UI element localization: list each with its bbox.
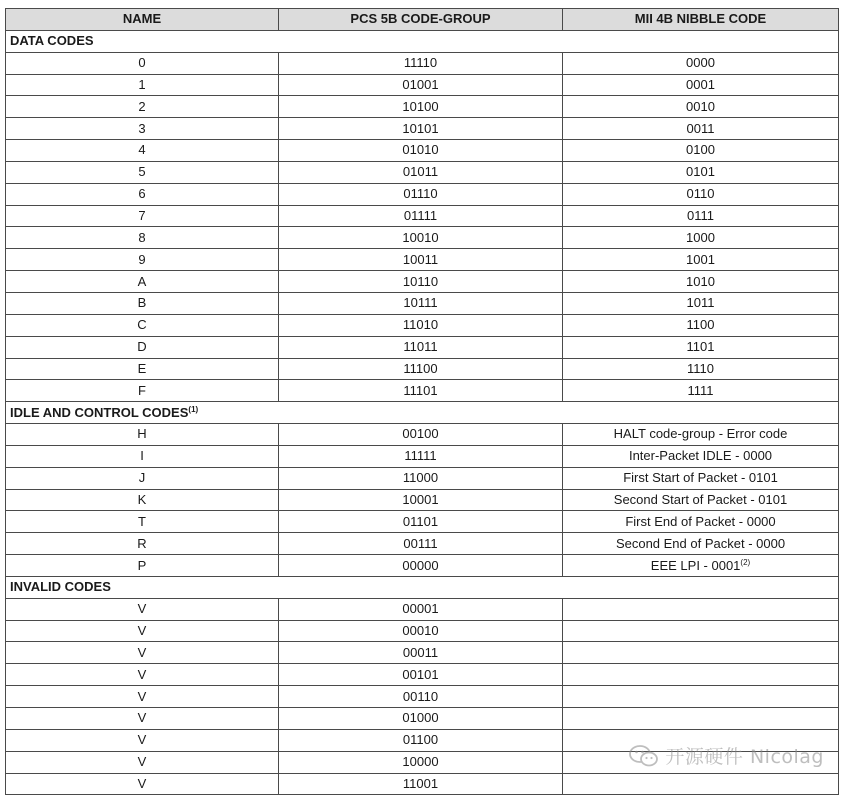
cell-name-text: P xyxy=(137,557,147,573)
cell-name-text: K xyxy=(137,491,147,507)
cell-mii-text: 1110 xyxy=(687,360,714,376)
cell-name-text: A xyxy=(137,273,147,289)
cell-mii xyxy=(563,52,839,74)
cell-pcs xyxy=(279,380,563,402)
cell-mii xyxy=(563,533,839,555)
cell-pcs xyxy=(279,773,563,795)
table-row xyxy=(6,555,839,577)
cell-name xyxy=(6,271,279,293)
code-group-table xyxy=(5,8,839,795)
cell-pcs-text: 10001 xyxy=(402,491,439,507)
cell-name-text: 9 xyxy=(138,251,146,267)
cell-name-text: V xyxy=(137,688,147,704)
cell-mii xyxy=(563,74,839,96)
table-row xyxy=(6,620,839,642)
cell-name xyxy=(6,183,279,205)
table-row xyxy=(6,161,839,183)
cell-name xyxy=(6,620,279,642)
cell-pcs-text: 11000 xyxy=(402,470,439,486)
cell-pcs xyxy=(279,642,563,664)
cell-name xyxy=(6,445,279,467)
table-row xyxy=(6,118,839,140)
cell-name-text: B xyxy=(137,295,147,311)
cell-mii-text: 0011 xyxy=(686,120,715,136)
cell-mii xyxy=(563,140,839,162)
cell-name-text: V xyxy=(137,644,147,660)
table-header-row xyxy=(6,9,839,31)
cell-pcs-text: 10111 xyxy=(403,295,438,311)
cell-pcs xyxy=(279,729,563,751)
cell-name xyxy=(6,314,279,336)
cell-pcs-text: 11010 xyxy=(402,317,439,333)
cell-pcs xyxy=(279,489,563,511)
cell-name-text: H xyxy=(137,426,147,442)
table-row xyxy=(6,445,839,467)
cell-mii-text: 0110 xyxy=(686,186,715,202)
cell-name-text: J xyxy=(138,470,146,486)
cell-pcs-text: 00101 xyxy=(402,666,439,682)
cell-name-text: V xyxy=(137,666,147,682)
cell-name xyxy=(6,74,279,96)
cell-name-text: 3 xyxy=(138,120,146,136)
table-row xyxy=(6,96,839,118)
cell-name xyxy=(6,292,279,314)
section-row xyxy=(6,30,839,52)
cell-name-text: T xyxy=(138,513,146,529)
cell-name xyxy=(6,533,279,555)
table-row xyxy=(6,511,839,533)
header-name: NAME xyxy=(6,9,279,31)
cell-pcs-text: 00001 xyxy=(402,601,439,617)
watermark-text: 开源硬件 Nicolag xyxy=(665,746,824,768)
table-row xyxy=(6,642,839,664)
cell-pcs-text: 10010 xyxy=(402,229,439,245)
cell-name xyxy=(6,249,279,271)
cell-mii xyxy=(563,96,839,118)
cell-pcs-text: 11101 xyxy=(403,382,438,398)
cell-name xyxy=(6,598,279,620)
cell-pcs-text: 00111 xyxy=(403,535,438,551)
table-row xyxy=(6,424,839,446)
cell-name-text: D xyxy=(137,339,147,355)
section-title xyxy=(6,402,839,424)
cell-pcs xyxy=(279,74,563,96)
cell-mii-text: First End of Packet - 0000 xyxy=(625,513,776,529)
cell-mii-text: 1101 xyxy=(686,339,715,355)
cell-mii xyxy=(563,708,839,730)
cell-name-text: E xyxy=(137,360,147,376)
cell-mii-text: 0000 xyxy=(686,55,715,71)
cell-pcs-text: 00000 xyxy=(402,557,439,573)
cell-name xyxy=(6,52,279,74)
header-mii-4b: MII 4B NIBBLE CODE xyxy=(563,9,839,31)
cell-pcs-text: 01111 xyxy=(403,208,438,224)
cell-pcs-text: 10000 xyxy=(402,754,439,770)
cell-mii-text: 1100 xyxy=(686,317,715,333)
cell-pcs-text: 11001 xyxy=(402,775,439,791)
cell-mii-text: Inter-Packet IDLE - 0000 xyxy=(628,448,773,464)
cell-name xyxy=(6,118,279,140)
cell-mii-text: EEE LPI - 0001 xyxy=(650,557,741,573)
section-row xyxy=(6,576,839,598)
table-row xyxy=(6,314,839,336)
cell-name-text: 5 xyxy=(138,164,146,180)
cell-mii-text: Second End of Packet - 0000 xyxy=(615,535,786,551)
cell-mii-text: 0111 xyxy=(687,208,714,224)
cell-mii xyxy=(563,642,839,664)
cell-mii xyxy=(563,183,839,205)
cell-mii xyxy=(563,467,839,489)
cell-pcs xyxy=(279,249,563,271)
cell-pcs xyxy=(279,52,563,74)
cell-mii xyxy=(563,292,839,314)
cell-name-text: 7 xyxy=(138,208,146,224)
cell-pcs-text: 01100 xyxy=(402,732,439,748)
cell-name-text: 8 xyxy=(138,229,146,245)
wechat-icon xyxy=(629,744,659,768)
cell-mii-text: First Start of Packet - 0101 xyxy=(623,470,778,486)
cell-name xyxy=(6,358,279,380)
cell-name-text: 0 xyxy=(138,55,146,71)
cell-pcs xyxy=(279,205,563,227)
cell-mii-text: 1111 xyxy=(687,382,714,398)
cell-pcs-text: 10110 xyxy=(402,273,439,289)
cell-mii xyxy=(563,511,839,533)
table-row xyxy=(6,358,839,380)
cell-pcs xyxy=(279,118,563,140)
cell-mii-text: 0100 xyxy=(686,142,715,158)
table-row xyxy=(6,183,839,205)
cell-name xyxy=(6,489,279,511)
cell-name-text: V xyxy=(137,754,147,770)
cell-name xyxy=(6,555,279,577)
cell-name xyxy=(6,773,279,795)
cell-pcs-text: 10101 xyxy=(402,120,439,136)
watermark xyxy=(629,742,824,769)
cell-name xyxy=(6,686,279,708)
section-title-text: INVALID CODES xyxy=(10,579,111,595)
table-row xyxy=(6,664,839,686)
cell-pcs xyxy=(279,183,563,205)
cell-pcs-text: 10011 xyxy=(402,251,439,267)
cell-mii-text: HALT code-group - Error code xyxy=(613,426,788,442)
cell-name xyxy=(6,729,279,751)
cell-mii xyxy=(563,161,839,183)
cell-pcs xyxy=(279,555,563,577)
table-row xyxy=(6,686,839,708)
cell-name-text: 2 xyxy=(138,98,146,114)
cell-mii xyxy=(563,620,839,642)
cell-pcs xyxy=(279,292,563,314)
cell-pcs xyxy=(279,445,563,467)
cell-pcs-text: 00110 xyxy=(402,688,439,704)
cell-pcs xyxy=(279,424,563,446)
cell-mii xyxy=(563,445,839,467)
cell-mii xyxy=(563,314,839,336)
cell-mii xyxy=(563,227,839,249)
cell-mii-text: 0010 xyxy=(686,98,715,114)
cell-mii xyxy=(563,205,839,227)
cell-pcs-text: 01010 xyxy=(402,142,439,158)
cell-mii-text: 1000 xyxy=(686,229,715,245)
cell-pcs-text: 11100 xyxy=(403,360,438,376)
cell-name-text: 1 xyxy=(138,76,146,92)
cell-mii xyxy=(563,424,839,446)
cell-pcs xyxy=(279,314,563,336)
cell-mii xyxy=(563,336,839,358)
cell-name xyxy=(6,424,279,446)
cell-name-text: R xyxy=(137,535,147,551)
cell-pcs-text: 11011 xyxy=(403,339,438,355)
cell-name xyxy=(6,227,279,249)
section-title-text: IDLE AND CONTROL CODES xyxy=(10,404,189,420)
cell-pcs-text: 00011 xyxy=(402,644,439,660)
cell-pcs-text: 01001 xyxy=(402,76,439,92)
section-footnote-ref: (1) xyxy=(188,404,199,414)
cell-name-text: V xyxy=(137,601,147,617)
cell-mii xyxy=(563,380,839,402)
cell-pcs-text: 11110 xyxy=(403,55,438,71)
cell-mii xyxy=(563,598,839,620)
cell-name-text: F xyxy=(138,382,146,398)
table-row xyxy=(6,52,839,74)
cell-mii-text: 0001 xyxy=(686,76,715,92)
table-row xyxy=(6,271,839,293)
cell-name xyxy=(6,511,279,533)
cell-pcs xyxy=(279,96,563,118)
cell-pcs xyxy=(279,533,563,555)
cell-pcs-text: 11111 xyxy=(404,448,437,464)
cell-footnote-ref: (2) xyxy=(740,557,751,567)
cell-name-text: I xyxy=(140,448,144,464)
table-row xyxy=(6,598,839,620)
cell-pcs xyxy=(279,140,563,162)
cell-name-text: V xyxy=(137,623,147,639)
cell-pcs xyxy=(279,271,563,293)
cell-name xyxy=(6,708,279,730)
header-pcs-5b: PCS 5B CODE-GROUP xyxy=(279,9,563,31)
cell-name-text: 4 xyxy=(138,142,146,158)
table-row xyxy=(6,773,839,795)
cell-name xyxy=(6,664,279,686)
cell-pcs xyxy=(279,708,563,730)
cell-mii xyxy=(563,271,839,293)
cell-mii xyxy=(563,773,839,795)
table-row xyxy=(6,74,839,96)
table-row xyxy=(6,336,839,358)
cell-pcs-text: 01110 xyxy=(403,186,438,202)
cell-pcs xyxy=(279,227,563,249)
table-row xyxy=(6,140,839,162)
section-row xyxy=(6,402,839,424)
cell-pcs xyxy=(279,664,563,686)
cell-pcs-text: 00100 xyxy=(402,426,439,442)
cell-name xyxy=(6,96,279,118)
cell-mii xyxy=(563,664,839,686)
cell-name xyxy=(6,205,279,227)
cell-name xyxy=(6,642,279,664)
table-row xyxy=(6,489,839,511)
cell-mii xyxy=(563,555,839,577)
table-row xyxy=(6,533,839,555)
section-title-text: DATA CODES xyxy=(10,33,94,49)
table-row xyxy=(6,380,839,402)
cell-mii xyxy=(563,489,839,511)
cell-pcs xyxy=(279,358,563,380)
cell-name xyxy=(6,161,279,183)
cell-name xyxy=(6,751,279,773)
cell-pcs-text: 01101 xyxy=(402,513,439,529)
cell-name-text: 6 xyxy=(138,186,146,202)
table-row xyxy=(6,292,839,314)
cell-name-text: V xyxy=(137,710,147,726)
cell-mii-text: 1011 xyxy=(686,295,715,311)
table-row xyxy=(6,708,839,730)
cell-name-text: V xyxy=(137,732,147,748)
cell-pcs-text: 10100 xyxy=(402,98,439,114)
cell-mii xyxy=(563,686,839,708)
section-title xyxy=(6,30,839,52)
cell-pcs xyxy=(279,467,563,489)
cell-pcs xyxy=(279,686,563,708)
cell-pcs-text: 00010 xyxy=(402,623,439,639)
cell-name-text: C xyxy=(137,317,147,333)
cell-pcs xyxy=(279,598,563,620)
cell-mii-text: 0101 xyxy=(686,164,715,180)
table-row xyxy=(6,467,839,489)
table-row xyxy=(6,249,839,271)
section-title xyxy=(6,576,839,598)
cell-mii-text: Second Start of Packet - 0101 xyxy=(613,491,788,507)
cut-off-title xyxy=(0,0,842,3)
cell-name xyxy=(6,380,279,402)
cell-name xyxy=(6,140,279,162)
cell-mii-text: 1001 xyxy=(686,251,715,267)
cell-pcs xyxy=(279,161,563,183)
cell-name xyxy=(6,336,279,358)
cell-pcs-text: 01011 xyxy=(402,164,439,180)
cell-mii-text: 1010 xyxy=(686,273,715,289)
cell-pcs xyxy=(279,336,563,358)
cell-pcs-text: 01000 xyxy=(402,710,439,726)
cell-pcs xyxy=(279,620,563,642)
cell-pcs xyxy=(279,511,563,533)
cell-pcs xyxy=(279,751,563,773)
cell-name xyxy=(6,467,279,489)
cell-mii xyxy=(563,358,839,380)
cell-mii xyxy=(563,118,839,140)
cell-mii xyxy=(563,249,839,271)
table-row xyxy=(6,227,839,249)
cell-name-text: V xyxy=(137,775,147,791)
table-row xyxy=(6,205,839,227)
table-body xyxy=(6,30,839,795)
